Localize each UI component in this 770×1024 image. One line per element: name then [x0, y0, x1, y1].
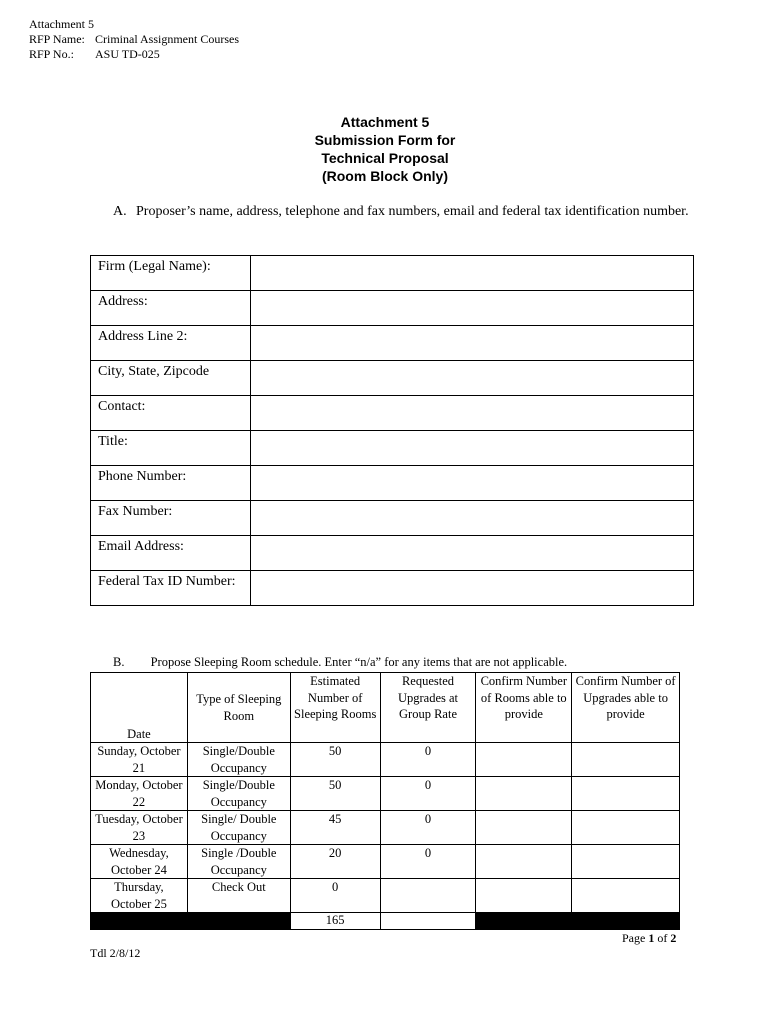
page-prefix: Page	[622, 931, 649, 945]
info-label: Title:	[91, 431, 251, 466]
requested-upgrades-cell: 0	[380, 743, 476, 777]
requested-upgrades-cell: 0	[380, 811, 476, 845]
page-of: of	[654, 931, 671, 945]
title-line-4: (Room Block Only)	[321, 168, 448, 184]
section-b-label: B.	[113, 655, 125, 669]
info-value-field[interactable]	[251, 466, 694, 501]
info-value-field[interactable]	[251, 571, 694, 606]
rfp-name-key: RFP Name:	[29, 32, 85, 46]
estimated-rooms-cell: 50	[290, 743, 380, 777]
section-b-text: Propose Sleeping Room schedule. Enter “n/a” for any items that are not applicable.	[150, 655, 568, 669]
info-value-field[interactable]	[251, 361, 694, 396]
info-label: Federal Tax ID Number:	[91, 571, 251, 606]
room-type-cell: Single/Double Occupancy	[187, 777, 290, 811]
schedule-row	[91, 845, 680, 879]
schedule-row	[91, 811, 680, 845]
confirm-rooms-cell[interactable]	[476, 811, 572, 845]
section-a-label: A.	[113, 204, 127, 219]
info-row	[91, 256, 694, 291]
confirm-upgrades-cell[interactable]	[572, 811, 680, 845]
info-label: Address Line 2:	[91, 326, 251, 361]
confirm-upgrades-cell[interactable]	[572, 743, 680, 777]
section-a-text: Proposer’s name, address, telephone and fax numbers, email and federal tax identification number.	[136, 204, 689, 219]
header-attachment: Attachment 5	[29, 17, 94, 31]
estimated-rooms-cell: 20	[290, 845, 380, 879]
info-value-field[interactable]	[251, 291, 694, 326]
info-row	[91, 501, 694, 536]
title-line-2: Submission Form for	[314, 132, 456, 148]
requested-upgrades-cell: 0	[380, 845, 476, 879]
confirm-rooms-cell[interactable]	[476, 777, 572, 811]
header-confirm-upgrades: Confirm Number of Upgrades able to provide	[572, 673, 680, 743]
total-upgrades-cell	[380, 913, 476, 930]
info-row	[91, 396, 694, 431]
info-row	[91, 536, 694, 571]
info-row	[91, 326, 694, 361]
section-b-heading	[113, 655, 567, 670]
confirm-rooms-cell[interactable]	[476, 743, 572, 777]
shaded-cell	[476, 913, 572, 930]
rfp-no-key: RFP No.:	[29, 47, 74, 61]
room-type-cell: Check Out	[187, 879, 290, 913]
title-line-1: Attachment 5	[340, 114, 430, 130]
date-cell: Thursday, October 25	[91, 879, 188, 913]
page-total: 2	[670, 931, 677, 945]
estimated-rooms-cell: 0	[290, 879, 380, 913]
room-type-cell: Single/Double Occupancy	[187, 743, 290, 777]
info-label: Phone Number:	[91, 466, 251, 501]
info-row	[91, 431, 694, 466]
confirm-upgrades-cell[interactable]	[572, 879, 680, 913]
rfp-name-value: Criminal Assignment Courses	[95, 32, 239, 46]
info-value-field[interactable]	[251, 256, 694, 291]
info-value-field[interactable]	[251, 431, 694, 466]
info-label: Contact:	[91, 396, 251, 431]
info-label: City, State, Zipcode	[91, 361, 251, 396]
header-estimated-rooms: Estimated Number of Sleeping Rooms	[290, 673, 380, 743]
schedule-total-row	[91, 913, 680, 930]
proposer-info-table	[90, 255, 694, 606]
schedule-row	[91, 777, 680, 811]
info-label: Address:	[91, 291, 251, 326]
info-row	[91, 361, 694, 396]
rfp-no-value: ASU TD-025	[95, 47, 160, 61]
header-confirm-rooms: Confirm Number of Rooms able to provide	[476, 673, 572, 743]
page-current: 1	[648, 931, 655, 945]
confirm-upgrades-cell[interactable]	[572, 845, 680, 879]
requested-upgrades-cell: 0	[380, 777, 476, 811]
info-value-field[interactable]	[251, 396, 694, 431]
info-value-field[interactable]	[251, 536, 694, 571]
document-code: Tdl 2/8/12	[90, 946, 141, 960]
page-number	[622, 931, 676, 946]
date-cell: Tuesday, October 23	[91, 811, 188, 845]
header-room-type: Type of Sleeping Room	[187, 673, 290, 743]
info-row	[91, 291, 694, 326]
date-cell: Wednesday, October 24	[91, 845, 188, 879]
date-cell: Monday, October 22	[91, 777, 188, 811]
room-type-cell: Single /Double Occupancy	[187, 845, 290, 879]
info-label: Firm (Legal Name):	[91, 256, 251, 291]
info-value-field[interactable]	[251, 326, 694, 361]
requested-upgrades-cell	[380, 879, 476, 913]
sleeping-room-schedule-table	[90, 672, 680, 930]
estimated-rooms-cell: 45	[290, 811, 380, 845]
info-row	[91, 571, 694, 606]
section-a-heading	[113, 203, 693, 221]
header-rfp-no	[29, 47, 239, 62]
info-row	[91, 466, 694, 501]
title-line-3: Technical Proposal	[321, 150, 449, 166]
schedule-row	[91, 743, 680, 777]
total-rooms-cell: 165	[290, 913, 380, 930]
confirm-upgrades-cell[interactable]	[572, 777, 680, 811]
info-value-field[interactable]	[251, 501, 694, 536]
confirm-rooms-cell[interactable]	[476, 879, 572, 913]
schedule-header-row	[91, 673, 680, 743]
schedule-row	[91, 879, 680, 913]
form-title	[0, 113, 770, 185]
shaded-cell	[91, 913, 188, 930]
header-rfp-name	[29, 32, 239, 47]
header-requested-upgrades: Requested Upgrades at Group Rate	[380, 673, 476, 743]
room-type-cell: Single/ Double Occupancy	[187, 811, 290, 845]
estimated-rooms-cell: 50	[290, 777, 380, 811]
confirm-rooms-cell[interactable]	[476, 845, 572, 879]
info-label: Email Address:	[91, 536, 251, 571]
shaded-cell	[187, 913, 290, 930]
shaded-cell	[572, 913, 680, 930]
date-cell: Sunday, October 21	[91, 743, 188, 777]
header-date: Date	[91, 673, 188, 743]
info-label: Fax Number:	[91, 501, 251, 536]
document-header	[29, 17, 239, 62]
